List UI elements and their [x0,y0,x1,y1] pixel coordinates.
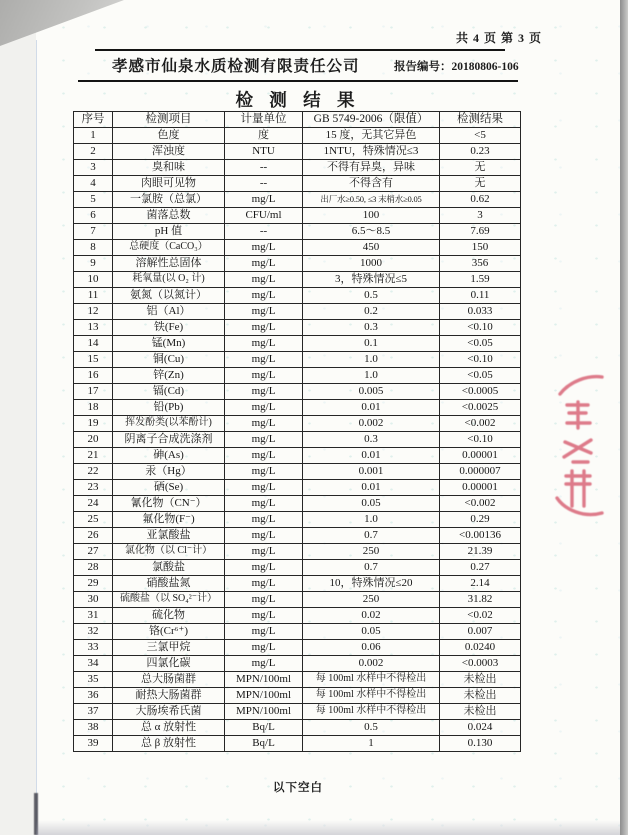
cell-index: 2 [74,144,113,160]
cell-limit: 0.05 [303,624,440,640]
cell-unit: mg/L [225,304,303,320]
table-row [74,688,521,704]
cell-unit: mg/L [225,640,303,656]
cell-limit: 10，特殊情况≤20 [303,576,440,592]
cell-unit: mg/L [225,432,303,448]
cell-item: 阴离子合成洗涤剂 [113,432,225,448]
cell-result: <0.05 [440,336,521,352]
table-row [74,416,521,432]
cell-unit: mg/L [225,256,303,272]
cell-limit: 1NTU，特殊情况≤3 [303,144,440,160]
cell-index: 10 [74,272,113,288]
table-body [74,128,521,752]
cell-index: 24 [74,496,113,512]
cell-result: <5 [440,128,521,144]
cell-result: 0.007 [440,624,521,640]
cell-result: 0.00001 [440,480,521,496]
cell-index: 3 [74,160,113,176]
cell-limit: 3，特殊情况≤5 [303,272,440,288]
cell-result: <0.0025 [440,400,521,416]
cell-unit: -- [225,176,303,192]
cell-unit: mg/L [225,320,303,336]
cell-limit: 0.3 [303,320,440,336]
table-row [74,400,521,416]
cell-limit: 0.06 [303,640,440,656]
cell-item: 氯化物（以 Cl⁻计） [113,544,225,560]
column-header: 检测项目 [113,112,225,128]
cell-unit: mg/L [225,464,303,480]
table-row [74,464,521,480]
cell-item: 总 α 放射性 [113,720,225,736]
cell-result: 0.62 [440,192,521,208]
table-row [74,304,521,320]
cell-unit: mg/L [225,656,303,672]
cell-item: 氟化物(F⁻) [113,512,225,528]
cell-item: pH 值 [113,224,225,240]
table-row [74,672,521,688]
cell-index: 7 [74,224,113,240]
cell-item: 肉眼可见物 [113,176,225,192]
cell-index: 32 [74,624,113,640]
scan-right-edge-band [620,0,628,835]
cell-result: <0.10 [440,432,521,448]
cell-unit: mg/L [225,288,303,304]
cell-unit: mg/L [225,624,303,640]
cell-item: 铁(Fe) [113,320,225,336]
cell-item: 硒(Se) [113,480,225,496]
cell-result: 无 [440,160,521,176]
table-row [74,496,521,512]
cell-unit: mg/L [225,512,303,528]
table-row [74,720,521,736]
cell-limit: 0.7 [303,560,440,576]
table-row [74,208,521,224]
table-row [74,128,521,144]
cell-limit: 0.2 [303,304,440,320]
table-row [74,432,521,448]
cell-result: <0.002 [440,496,521,512]
cell-index: 38 [74,720,113,736]
table-row [74,640,521,656]
cell-limit: 6.5～8.5 [303,224,440,240]
cell-item: 砷(As) [113,448,225,464]
cell-result: 7.69 [440,224,521,240]
cell-result: 0.130 [440,736,521,752]
table-row [74,256,521,272]
cell-result: 0.0240 [440,640,521,656]
cell-item: 铅(Pb) [113,400,225,416]
cell-unit: mg/L [225,496,303,512]
cell-limit: 1 [303,736,440,752]
cell-result: 2.14 [440,576,521,592]
cell-result: <0.10 [440,352,521,368]
cell-result: 0.000007 [440,464,521,480]
cell-index: 6 [74,208,113,224]
cell-result: 0.00001 [440,448,521,464]
cell-result: <0.0005 [440,384,521,400]
table-row [74,624,521,640]
cell-limit: 1.0 [303,368,440,384]
cell-result: 0.11 [440,288,521,304]
cell-limit: 每 100ml 水样中不得检出 [303,672,440,688]
table-row [74,224,521,240]
cell-item: 挥发酚类(以苯酚计) [113,416,225,432]
table-row [74,704,521,720]
table-row [74,320,521,336]
paper-left-edge-line [36,40,37,835]
cell-unit: 度 [225,128,303,144]
cell-item: 总大肠菌群 [113,672,225,688]
cell-limit: 0.01 [303,400,440,416]
cell-result: 3 [440,208,521,224]
cell-limit: 1000 [303,256,440,272]
cell-index: 13 [74,320,113,336]
cell-unit: NTU [225,144,303,160]
cell-unit: mg/L [225,416,303,432]
cell-index: 25 [74,512,113,528]
cell-index: 16 [74,368,113,384]
document-title: 检 测 结 果 [235,90,361,110]
company-name: 孝感市仙泉水质检测有限责任公司 [112,58,360,75]
column-header: GB 5749-2006（限值） [303,112,440,128]
cell-index: 30 [74,592,113,608]
stamp-glyph-3 [566,471,590,506]
cell-item: 氰化物（CN⁻） [113,496,225,512]
table-row [74,512,521,528]
cell-unit: mg/L [225,400,303,416]
cell-index: 11 [74,288,113,304]
cell-item: 总硬度（CaCO₃） [113,240,225,256]
report-number-label: 报告编号： [394,61,452,73]
cell-unit: mg/L [225,384,303,400]
cell-result: 21.39 [440,544,521,560]
results-table [73,111,521,752]
cell-unit: MPN/100ml [225,672,303,688]
cell-item: 三氯甲烷 [113,640,225,656]
table-row [74,192,521,208]
cell-unit: mg/L [225,352,303,368]
table-row [74,480,521,496]
table-header-row [74,112,521,128]
cell-unit: mg/L [225,592,303,608]
cell-index: 36 [74,688,113,704]
cell-item: 四氯化碳 [113,656,225,672]
cell-limit: 1.0 [303,352,440,368]
cell-item: 一氯胺（总氯） [113,192,225,208]
table-row [74,336,521,352]
cell-unit: mg/L [225,192,303,208]
cell-item: 氨氮（以氮计） [113,288,225,304]
table-row [74,592,521,608]
cell-limit: 250 [303,592,440,608]
report-number-line [394,58,519,74]
cell-limit: 0.3 [303,432,440,448]
cell-limit: 不得含有 [303,176,440,192]
cell-result: 31.82 [440,592,521,608]
cell-index: 26 [74,528,113,544]
cell-result: 未检出 [440,704,521,720]
cell-result: 无 [440,176,521,192]
cell-index: 12 [74,304,113,320]
cell-index: 31 [74,608,113,624]
table-row [74,544,521,560]
cell-unit: mg/L [225,576,303,592]
cell-index: 1 [74,128,113,144]
cell-limit: 450 [303,240,440,256]
scan-bottom-edge-shadow [36,820,620,835]
header-rule-top [95,49,505,51]
table-row [74,144,521,160]
table-row [74,272,521,288]
cell-item: 臭和味 [113,160,225,176]
table-row [74,160,521,176]
cell-result: <0.00136 [440,528,521,544]
table-row [74,368,521,384]
footer-note: 以下空白 [273,782,323,794]
column-header: 计量单位 [225,112,303,128]
table-row [74,352,521,368]
cell-limit: 0.001 [303,464,440,480]
cell-limit: 0.01 [303,480,440,496]
table-row [74,736,521,752]
cell-limit: 0.5 [303,288,440,304]
cell-limit: 每 100ml 水样中不得检出 [303,688,440,704]
column-header: 检测结果 [440,112,521,128]
stamp-arc-top [560,377,602,394]
cell-limit: 0.1 [303,336,440,352]
cell-result: 1.59 [440,272,521,288]
cell-unit: mg/L [225,368,303,384]
table-row [74,448,521,464]
cell-index: 20 [74,432,113,448]
cell-unit: mg/L [225,240,303,256]
cell-index: 22 [74,464,113,480]
cell-limit: 0.05 [303,496,440,512]
cell-item: 硫酸盐（以 SO₄²⁻计） [113,592,225,608]
cell-limit: 0.002 [303,656,440,672]
table-row [74,576,521,592]
cell-index: 9 [74,256,113,272]
table-row [74,384,521,400]
cell-index: 19 [74,416,113,432]
cell-limit: 每 100ml 水样中不得检出 [303,704,440,720]
cell-index: 17 [74,384,113,400]
cell-index: 35 [74,672,113,688]
cell-index: 37 [74,704,113,720]
cell-item: 亚氯酸盐 [113,528,225,544]
cell-index: 28 [74,560,113,576]
cell-result: 0.27 [440,560,521,576]
cell-item: 总 β 放射性 [113,736,225,752]
stamp-glyph-2 [564,440,591,462]
cell-result: 0.29 [440,512,521,528]
cell-unit: CFU/ml [225,208,303,224]
cell-item: 氯酸盐 [113,560,225,576]
cell-index: 5 [74,192,113,208]
cell-unit: mg/L [225,480,303,496]
cell-item: 锰(Mn) [113,336,225,352]
cell-limit: 不得有异臭，异味 [303,160,440,176]
cell-item: 铜(Cu) [113,352,225,368]
table-row [74,240,521,256]
table-row [74,608,521,624]
cell-item: 镉(Cd) [113,384,225,400]
cell-index: 14 [74,336,113,352]
cell-unit: -- [225,160,303,176]
cell-index: 29 [74,576,113,592]
cell-unit: mg/L [225,272,303,288]
stamp-glyph-1 [567,402,590,428]
report-number-value: 20180806-106 [451,61,519,73]
cell-result: <0.0003 [440,656,521,672]
red-stamp-fragment [552,372,604,520]
cell-limit: 0.005 [303,384,440,400]
cell-unit: Bq/L [225,736,303,752]
cell-item: 耗氧量(以 O₂ 计) [113,272,225,288]
cell-unit: mg/L [225,560,303,576]
cell-limit: 1.0 [303,512,440,528]
table-row [74,176,521,192]
cell-result: 未检出 [440,688,521,704]
cell-unit: Bq/L [225,720,303,736]
cell-unit: -- [225,224,303,240]
cell-result: 0.024 [440,720,521,736]
cell-index: 27 [74,544,113,560]
column-header: 序号 [74,112,113,128]
cell-result: 0.033 [440,304,521,320]
cell-index: 15 [74,352,113,368]
cell-limit: 0.01 [303,448,440,464]
cell-index: 8 [74,240,113,256]
cell-item: 铬(Cr⁶⁺) [113,624,225,640]
cell-limit: 0.002 [303,416,440,432]
cell-item: 铝（Al） [113,304,225,320]
cell-item: 汞（Hg） [113,464,225,480]
cell-result: 0.23 [440,144,521,160]
cell-limit: 0.7 [303,528,440,544]
table-row [74,528,521,544]
cell-unit: MPN/100ml [225,704,303,720]
cell-item: 锌(Zn) [113,368,225,384]
cell-item: 硫化物 [113,608,225,624]
cell-limit: 0.5 [303,720,440,736]
table-row [74,656,521,672]
cell-item: 色度 [113,128,225,144]
cell-limit: 250 [303,544,440,560]
cell-unit: mg/L [225,608,303,624]
cell-result: 356 [440,256,521,272]
table-row [74,288,521,304]
cell-item: 大肠埃希氏菌 [113,704,225,720]
cell-item: 菌落总数 [113,208,225,224]
cell-index: 34 [74,656,113,672]
cell-result: <0.002 [440,416,521,432]
cell-unit: MPN/100ml [225,688,303,704]
cell-index: 21 [74,448,113,464]
cell-unit: mg/L [225,336,303,352]
cell-result: <0.02 [440,608,521,624]
cell-index: 39 [74,736,113,752]
cell-unit: mg/L [225,544,303,560]
stamp-arc-bottom [557,498,602,515]
cell-index: 33 [74,640,113,656]
table-row [74,560,521,576]
cell-item: 浑浊度 [113,144,225,160]
cell-limit: 0.02 [303,608,440,624]
cell-item: 硝酸盐氮 [113,576,225,592]
page-number: 共 4 页 第 3 页 [456,31,543,45]
cell-unit: mg/L [225,528,303,544]
cell-result: 未检出 [440,672,521,688]
paper-sheet [36,0,620,835]
cell-index: 18 [74,400,113,416]
cell-item: 溶解性总固体 [113,256,225,272]
cell-result: <0.05 [440,368,521,384]
cell-limit: 100 [303,208,440,224]
cell-unit: mg/L [225,448,303,464]
cell-index: 4 [74,176,113,192]
cell-index: 23 [74,480,113,496]
cell-limit: 出厂水≥0.50, ≤3 末梢水≥0.05 [303,192,440,208]
cell-item: 耐热大肠菌群 [113,688,225,704]
cell-result: <0.10 [440,320,521,336]
cell-limit: 15 度，无其它异色 [303,128,440,144]
header-rule-bottom [78,80,518,82]
cell-result: 150 [440,240,521,256]
